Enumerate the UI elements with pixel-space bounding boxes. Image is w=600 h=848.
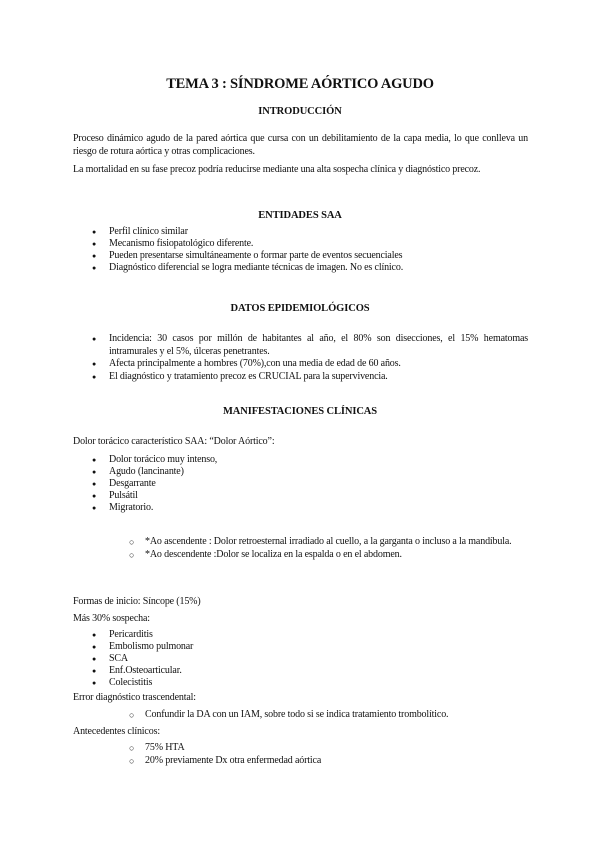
intro-paragraph-1: Proceso dinámico agudo de la pared aórtica que cursa con un debilitamiento de la capa media, lo que conlleva un riesgo de rotura aórtica y otras complicaciones. (73, 133, 528, 157)
intro-paragraph-2: La mortalidad en su fase precoz podría reducirse mediante una alta sospecha clínica y diagnóstico precoz. (73, 164, 481, 175)
list-item: ● Pulsátil (92, 490, 528, 502)
list-item: ● Afecta principalmente a hombres (70%),con una media de edad de 60 años. (92, 358, 528, 371)
dolor-list (92, 454, 528, 514)
list-item: ● Incidencia: 30 casos por millón de habitantes al año, el 80% son disecciones, el 15% hematomas intramurales y el 5%, úlceras penetrantes. (92, 333, 528, 358)
ao-list (129, 536, 528, 561)
datos-list (92, 333, 528, 383)
error-list (129, 709, 528, 722)
list-item: ● Migratorio. (92, 502, 528, 514)
dolor-intro: Dolor torácico característico SAA: “Dolor Aórtico”: (73, 436, 275, 447)
entidades-heading: ENTIDADES SAA (258, 210, 342, 221)
document-title: TEMA 3 : SÍNDROME AÓRTICO AGUDO (166, 76, 434, 92)
list-item: ○ Confundir la DA con un IAM, sobre todo si se indica tratamiento trombolítico. (129, 709, 528, 722)
list-item: ● Agudo (lancinante) (92, 466, 528, 478)
error-intro: Error diagnóstico trascendental: (73, 692, 196, 703)
sospecha-intro: Más 30% sospecha: (73, 613, 150, 624)
list-item: ● El diagnóstico y tratamiento precoz es CRUCIAL para la supervivencia. (92, 371, 528, 384)
list-item: ○ 75% HTA (129, 742, 528, 755)
list-item: ● Pueden presentarse simultáneamente o formar parte de eventos secuenciales (92, 250, 528, 262)
entidades-list (92, 226, 528, 274)
list-item: ● Dolor torácico muy intenso, (92, 454, 528, 466)
list-item: ● Diagnóstico diferencial se logra mediante técnicas de imagen. No es clínico. (92, 262, 528, 274)
list-item: ● Colecistitis (92, 677, 528, 689)
datos-heading: DATOS EPIDEMIOLÓGICOS (230, 303, 370, 314)
list-item: ● Desgarrante (92, 478, 528, 490)
antecedentes-list (129, 742, 528, 767)
list-item: ● Mecanismo fisiopatológico diferente. (92, 238, 528, 250)
formas-inicio: Formas de inicio: Síncope (15%) (73, 596, 201, 607)
list-item: ● Perfil clínico similar (92, 226, 528, 238)
sospecha-list (92, 629, 528, 689)
intro-heading: INTRODUCCIÓN (258, 106, 342, 117)
manifestaciones-heading: MANIFESTACIONES CLÍNICAS (222, 406, 378, 417)
list-item: ○ *Ao ascendente : Dolor retroesternal irradiado al cuello, a la garganta o incluso a la mandíbula. (129, 536, 528, 549)
list-item: ○ *Ao descendente :Dolor se localiza en la espalda o en el abdomen. (129, 549, 528, 562)
list-item: ● Pericarditis (92, 629, 528, 641)
list-item: ○ 20% previamente Dx otra enfermedad aórtica (129, 755, 528, 768)
list-item: ● SCA (92, 653, 528, 665)
list-item: ● Enf.Osteoarticular. (92, 665, 528, 677)
list-item: ● Embolismo pulmonar (92, 641, 528, 653)
antecedentes-intro: Antecedentes clínicos: (73, 726, 160, 737)
